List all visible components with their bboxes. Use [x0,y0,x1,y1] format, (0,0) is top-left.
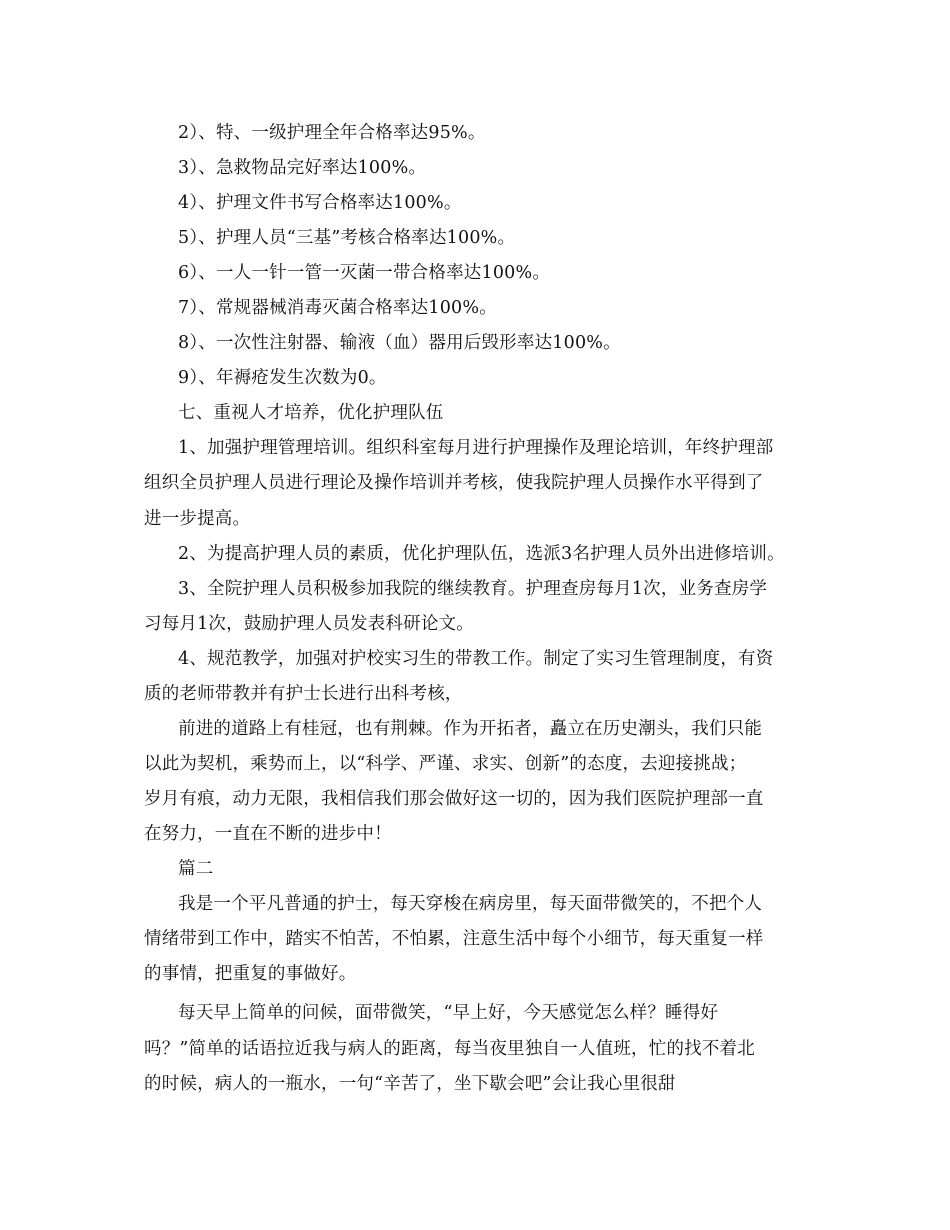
text-line: 以此为契机，乘势而上，以“科学、严谨、求实、创新”的态度，去迎接挑战； [144,754,747,774]
text-line: 岁月有痕，动力无限，我相信我们那会做好这一切的，因为我们医院护理部一直 [144,789,764,809]
text-line: 4）、护理文件书写合格率达100%。 [178,193,462,213]
text-line: 2）、特、一级护理全年合格率达95%。 [178,123,486,143]
text-line: 2、为提高护理人员的素质，优化护理队伍，选派3名护理人员外出进修培训。 [178,544,785,564]
text-line: 习每月1次，鼓励护理人员发表科研论文。 [144,614,474,634]
text-line: 吗？”简单的话语拉近我与病人的距离，每当夜里独自一人值班，忙的找不着北 [144,1039,755,1059]
text-line: 进一步提高。 [144,509,251,529]
section-heading: 七、重视人才培养，优化护理队伍 [178,403,444,423]
text-line: 质的老师带教并有护士长进行出科考核， [144,684,463,704]
text-line: 在努力，一直在不断的进步中！ [144,824,392,844]
text-line: 3）、急救物品完好率达100%。 [178,158,427,178]
text-line: 6）、一人一针一管一灭菌一带合格率达100%。 [178,263,551,283]
text-line: 前进的道路上有桂冠，也有荆棘。作为开拓者，矗立在历史潮头，我们只能 [178,719,763,739]
text-line: 1、加强护理管理培训。组织科室每月进行护理操作及理论培训，年终护理部 [178,438,774,458]
text-line: 情绪带到工作中，踏实不怕苦，不怕累，注意生活中每个小细节，每天重复一样 [144,929,764,949]
text-line: 5）、护理人员“三基”考核合格率达100%。 [178,228,516,248]
text-line: 组织全员护理人员进行理论及操作培训并考核，使我院护理人员操作水平得到了 [144,473,764,493]
text-line: 9）、年褥疮发生次数为0。 [178,368,387,388]
text-line: 我是一个平凡普通的护士，每天穿梭在病房里，每天面带微笑的，不把个人 [178,894,763,914]
text-line: 每天早上简单的问候，面带微笑，“早上好，今天感觉怎么样？睡得好 [178,1003,719,1023]
text-line: 3、全院护理人员积极参加我院的继续教育。护理查房每月1次，业务查房学 [178,579,768,599]
text-line: 4、规范教学，加强对护校实习生的带教工作。制定了实习生管理制度，有资 [178,649,774,669]
text-line: 的事情，把重复的事做好。 [144,964,357,984]
text-line: 8）、一次性注射器、输液（血）器用后毁形率达100%。 [178,333,621,353]
text-line: 7）、常规器械消毒灭菌合格率达100%。 [178,298,497,318]
section-heading: 篇二 [178,859,214,879]
text-line: 的时候，病人的一瓶水，一句“辛苦了，坐下歇会吧”会让我心里很甜 [144,1074,676,1094]
